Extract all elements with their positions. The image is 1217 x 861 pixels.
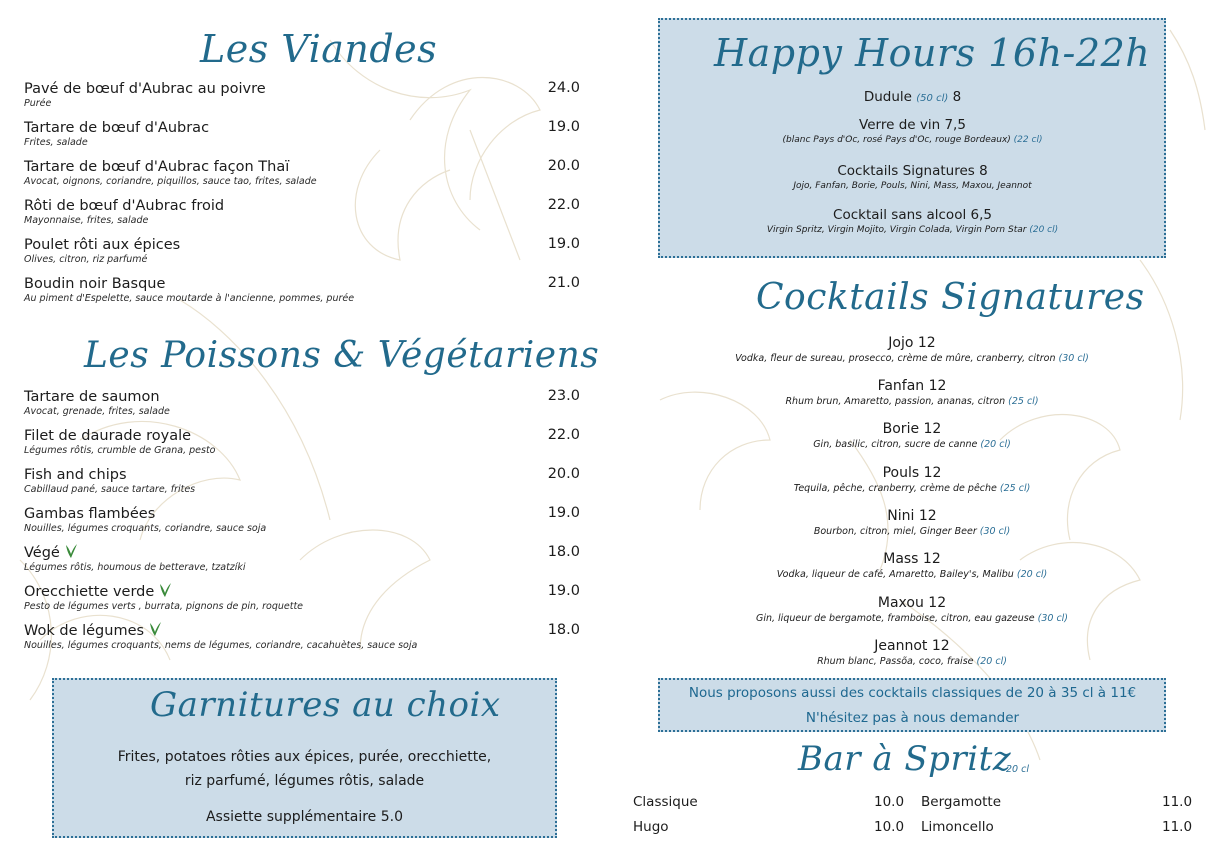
item-name: Poulet rôti aux épices — [24, 237, 181, 253]
item-description: Rhum brun, Amaretto, passion, ananas, citron — [785, 396, 1006, 407]
item-price: 22.0 — [547, 427, 580, 443]
item-name: Végé — [24, 545, 60, 561]
item-volume: (30 cl) — [1058, 353, 1089, 364]
item-volume: (50 cl) — [916, 93, 949, 104]
list-item — [24, 542, 580, 574]
list-item — [24, 234, 580, 266]
item-volume: (30 cl) — [979, 526, 1011, 537]
spritz-price-hugo: 10.0 — [874, 819, 905, 835]
viandes-title: Les Viandes — [200, 27, 438, 71]
item-volume: (25 cl) — [1008, 396, 1039, 407]
item-volume: (20 cl) — [980, 439, 1011, 450]
vegetarian-leaf-icon — [158, 582, 172, 598]
list-item — [658, 420, 1166, 451]
item-description: Pesto de légumes verts , burrata, pignons de pin, roquette — [24, 601, 304, 612]
list-item — [24, 156, 580, 188]
item-name: Nini 12 — [887, 508, 937, 524]
item-name: Fanfan 12 — [877, 378, 947, 394]
item-description: Frites, salade — [24, 137, 88, 148]
item-description: Bourbon, citron, miel, Ginger Beer — [813, 526, 977, 537]
list-item — [24, 503, 580, 535]
list-item — [658, 550, 1166, 581]
spritz-name-bergamotte: Bergamotte — [921, 794, 1002, 810]
spritz-price-classique: 10.0 — [874, 794, 905, 810]
item-name: Pouls 12 — [882, 465, 942, 481]
list-item — [24, 195, 580, 227]
list-item — [24, 386, 580, 418]
list-item — [24, 425, 580, 457]
poissons-title: Les Poissons & Végétariens — [84, 335, 600, 376]
item-name: Gambas flambées — [24, 506, 156, 522]
item-price: 20.0 — [547, 466, 580, 482]
item-name: Dudule — [863, 89, 912, 105]
garnitures-title: Garnitures au choix — [150, 685, 501, 725]
list-item — [658, 377, 1166, 408]
item-price: 19.0 — [547, 583, 580, 599]
item-name: Cocktail sans alcool 6,5 — [833, 207, 992, 223]
item-price: 23.0 — [547, 388, 580, 404]
item-description: Légumes rôtis, houmous de betterave, tzatzíki — [24, 562, 246, 573]
classic-cocktails-note-line-1: Nous proposons aussi des cocktails classiques de 20 à 35 cl à 11€ — [688, 685, 1137, 701]
list-item — [658, 594, 1166, 625]
cocktails-title: Cocktails Signatures — [756, 277, 1145, 318]
spritz-title: Bar à Spritz — [798, 739, 1012, 779]
item-price: 19.0 — [547, 505, 580, 521]
item-name: Mass 12 — [883, 551, 941, 567]
list-item — [24, 117, 580, 149]
item-description: Vodka, fleur de sureau, prosecco, crème de mûre, cranberry, citron — [735, 353, 1056, 364]
item-price: 19.0 — [547, 236, 580, 252]
spritz-price-limoncello: 11.0 — [1162, 819, 1193, 835]
spritz-price-bergamotte: 11.0 — [1162, 794, 1193, 810]
item-name: Fish and chips — [24, 467, 127, 483]
item-name: Verre de vin 7,5 — [859, 117, 966, 133]
item-name: Pavé de bœuf d'Aubrac au poivre — [24, 81, 266, 97]
item-name: Orecchiette verde — [24, 584, 155, 600]
item-description: Au piment d'Espelette, sauce moutarde à l'ancienne, pommes, purée — [24, 293, 355, 304]
spritz-name-hugo: Hugo — [633, 819, 669, 835]
classic-cocktails-note-line-2: N'hésitez pas à nous demander — [805, 710, 1020, 726]
item-description: Nouilles, légumes croquants, coriandre, sauce soja — [24, 523, 267, 534]
item-description: Vodka, liqueur de café, Amaretto, Bailey's, Malibu — [776, 569, 1014, 580]
item-description: Jojo, Fanfan, Borie, Pouls, Nini, Mass, Maxou, Jeannot — [793, 181, 1032, 191]
list-item — [24, 581, 580, 613]
item-name: Jojo 12 — [888, 335, 936, 351]
item-volume: (22 cl) — [1013, 135, 1043, 145]
happy-hours-sans-alcool — [660, 206, 1165, 237]
item-volume: (20 cl) — [1029, 225, 1059, 235]
garnitures-line-2: riz parfumé, légumes rôtis, salade — [184, 773, 425, 789]
item-volume: (20 cl) — [976, 656, 1007, 667]
item-description: Rhum blanc, Passõa, coco, fraise — [817, 656, 974, 667]
list-item — [658, 464, 1166, 495]
item-price: 8 — [952, 89, 962, 105]
spritz-volume: 20 cl — [1006, 764, 1029, 775]
item-description: Avocat, oignons, coriandre, piquillos, sauce tao, frites, salade — [24, 176, 317, 187]
item-price: 19.0 — [547, 119, 580, 135]
happy-hours-signatures — [660, 162, 1165, 193]
vegetarian-leaf-icon — [64, 543, 78, 559]
item-description: Gin, liqueur de bergamote, framboise, citron, eau gazeuse — [755, 613, 1035, 624]
list-item — [658, 507, 1166, 538]
item-name: Rôti de bœuf d'Aubrac froid — [24, 198, 225, 214]
list-item — [658, 334, 1166, 365]
item-volume: (25 cl) — [999, 483, 1031, 494]
item-price: 18.0 — [547, 622, 580, 638]
item-name: Jeannot 12 — [874, 638, 950, 654]
item-description: Légumes rôtis, crumble de Grana, pesto — [24, 445, 216, 456]
item-name: Tartare de saumon — [24, 389, 160, 405]
item-description: Gin, basilic, citron, sucre de canne — [813, 439, 978, 450]
happy-hours-dudule — [660, 88, 1165, 108]
item-description: Purée — [24, 98, 52, 109]
item-price: 18.0 — [547, 544, 580, 560]
item-name: Filet de daurade royale — [24, 428, 192, 444]
item-price: 24.0 — [547, 80, 580, 96]
item-description: Cabillaud pané, sauce tartare, frites — [24, 484, 196, 495]
item-name: Maxou 12 — [877, 595, 947, 611]
spritz-name-classique: Classique — [633, 794, 698, 810]
item-description: (blanc Pays d'Oc, rosé Pays d'Oc, rouge Bordeaux) — [782, 135, 1011, 145]
item-description: Virgin Spritz, Virgin Mojito, Virgin Colada, Virgin Porn Star — [766, 225, 1027, 235]
list-item — [24, 273, 580, 305]
item-price: 22.0 — [547, 197, 580, 213]
list-item — [658, 637, 1166, 668]
item-price: 21.0 — [547, 275, 580, 291]
item-description: Olives, citron, riz parfumé — [24, 254, 148, 265]
list-item — [24, 620, 580, 652]
item-description: Mayonnaise, frites, salade — [24, 215, 149, 226]
list-item — [24, 464, 580, 496]
item-name: Boudin noir Basque — [24, 276, 166, 292]
item-name: Cocktails Signatures 8 — [837, 163, 988, 179]
item-name: Wok de légumes — [24, 623, 145, 639]
item-description: Tequila, pêche, cranberry, crème de pêche — [793, 483, 997, 494]
item-description: Avocat, grenade, frites, salade — [24, 406, 170, 417]
garnitures-extra: Assiette supplémentaire 5.0 — [205, 809, 403, 825]
item-name: Borie 12 — [882, 421, 942, 437]
spritz-name-limoncello: Limoncello — [921, 819, 994, 835]
happy-hours-vin — [660, 116, 1165, 147]
garnitures-line-1: Frites, potatoes rôties aux épices, purée, orecchiette, — [117, 749, 492, 765]
item-price: 20.0 — [547, 158, 580, 174]
item-name: Tartare de bœuf d'Aubrac façon Thaï — [24, 159, 290, 175]
happy-hours-title: Happy Hours 16h-22h — [714, 31, 1151, 75]
item-volume: (20 cl) — [1016, 569, 1048, 580]
item-name: Tartare de bœuf d'Aubrac — [24, 120, 210, 136]
vegetarian-leaf-icon — [148, 621, 162, 637]
item-description: Nouilles, légumes croquants, nems de légumes, coriandre, cacahuètes, sauce soja — [24, 640, 418, 651]
item-volume: (30 cl) — [1037, 613, 1069, 624]
list-item — [24, 78, 580, 110]
